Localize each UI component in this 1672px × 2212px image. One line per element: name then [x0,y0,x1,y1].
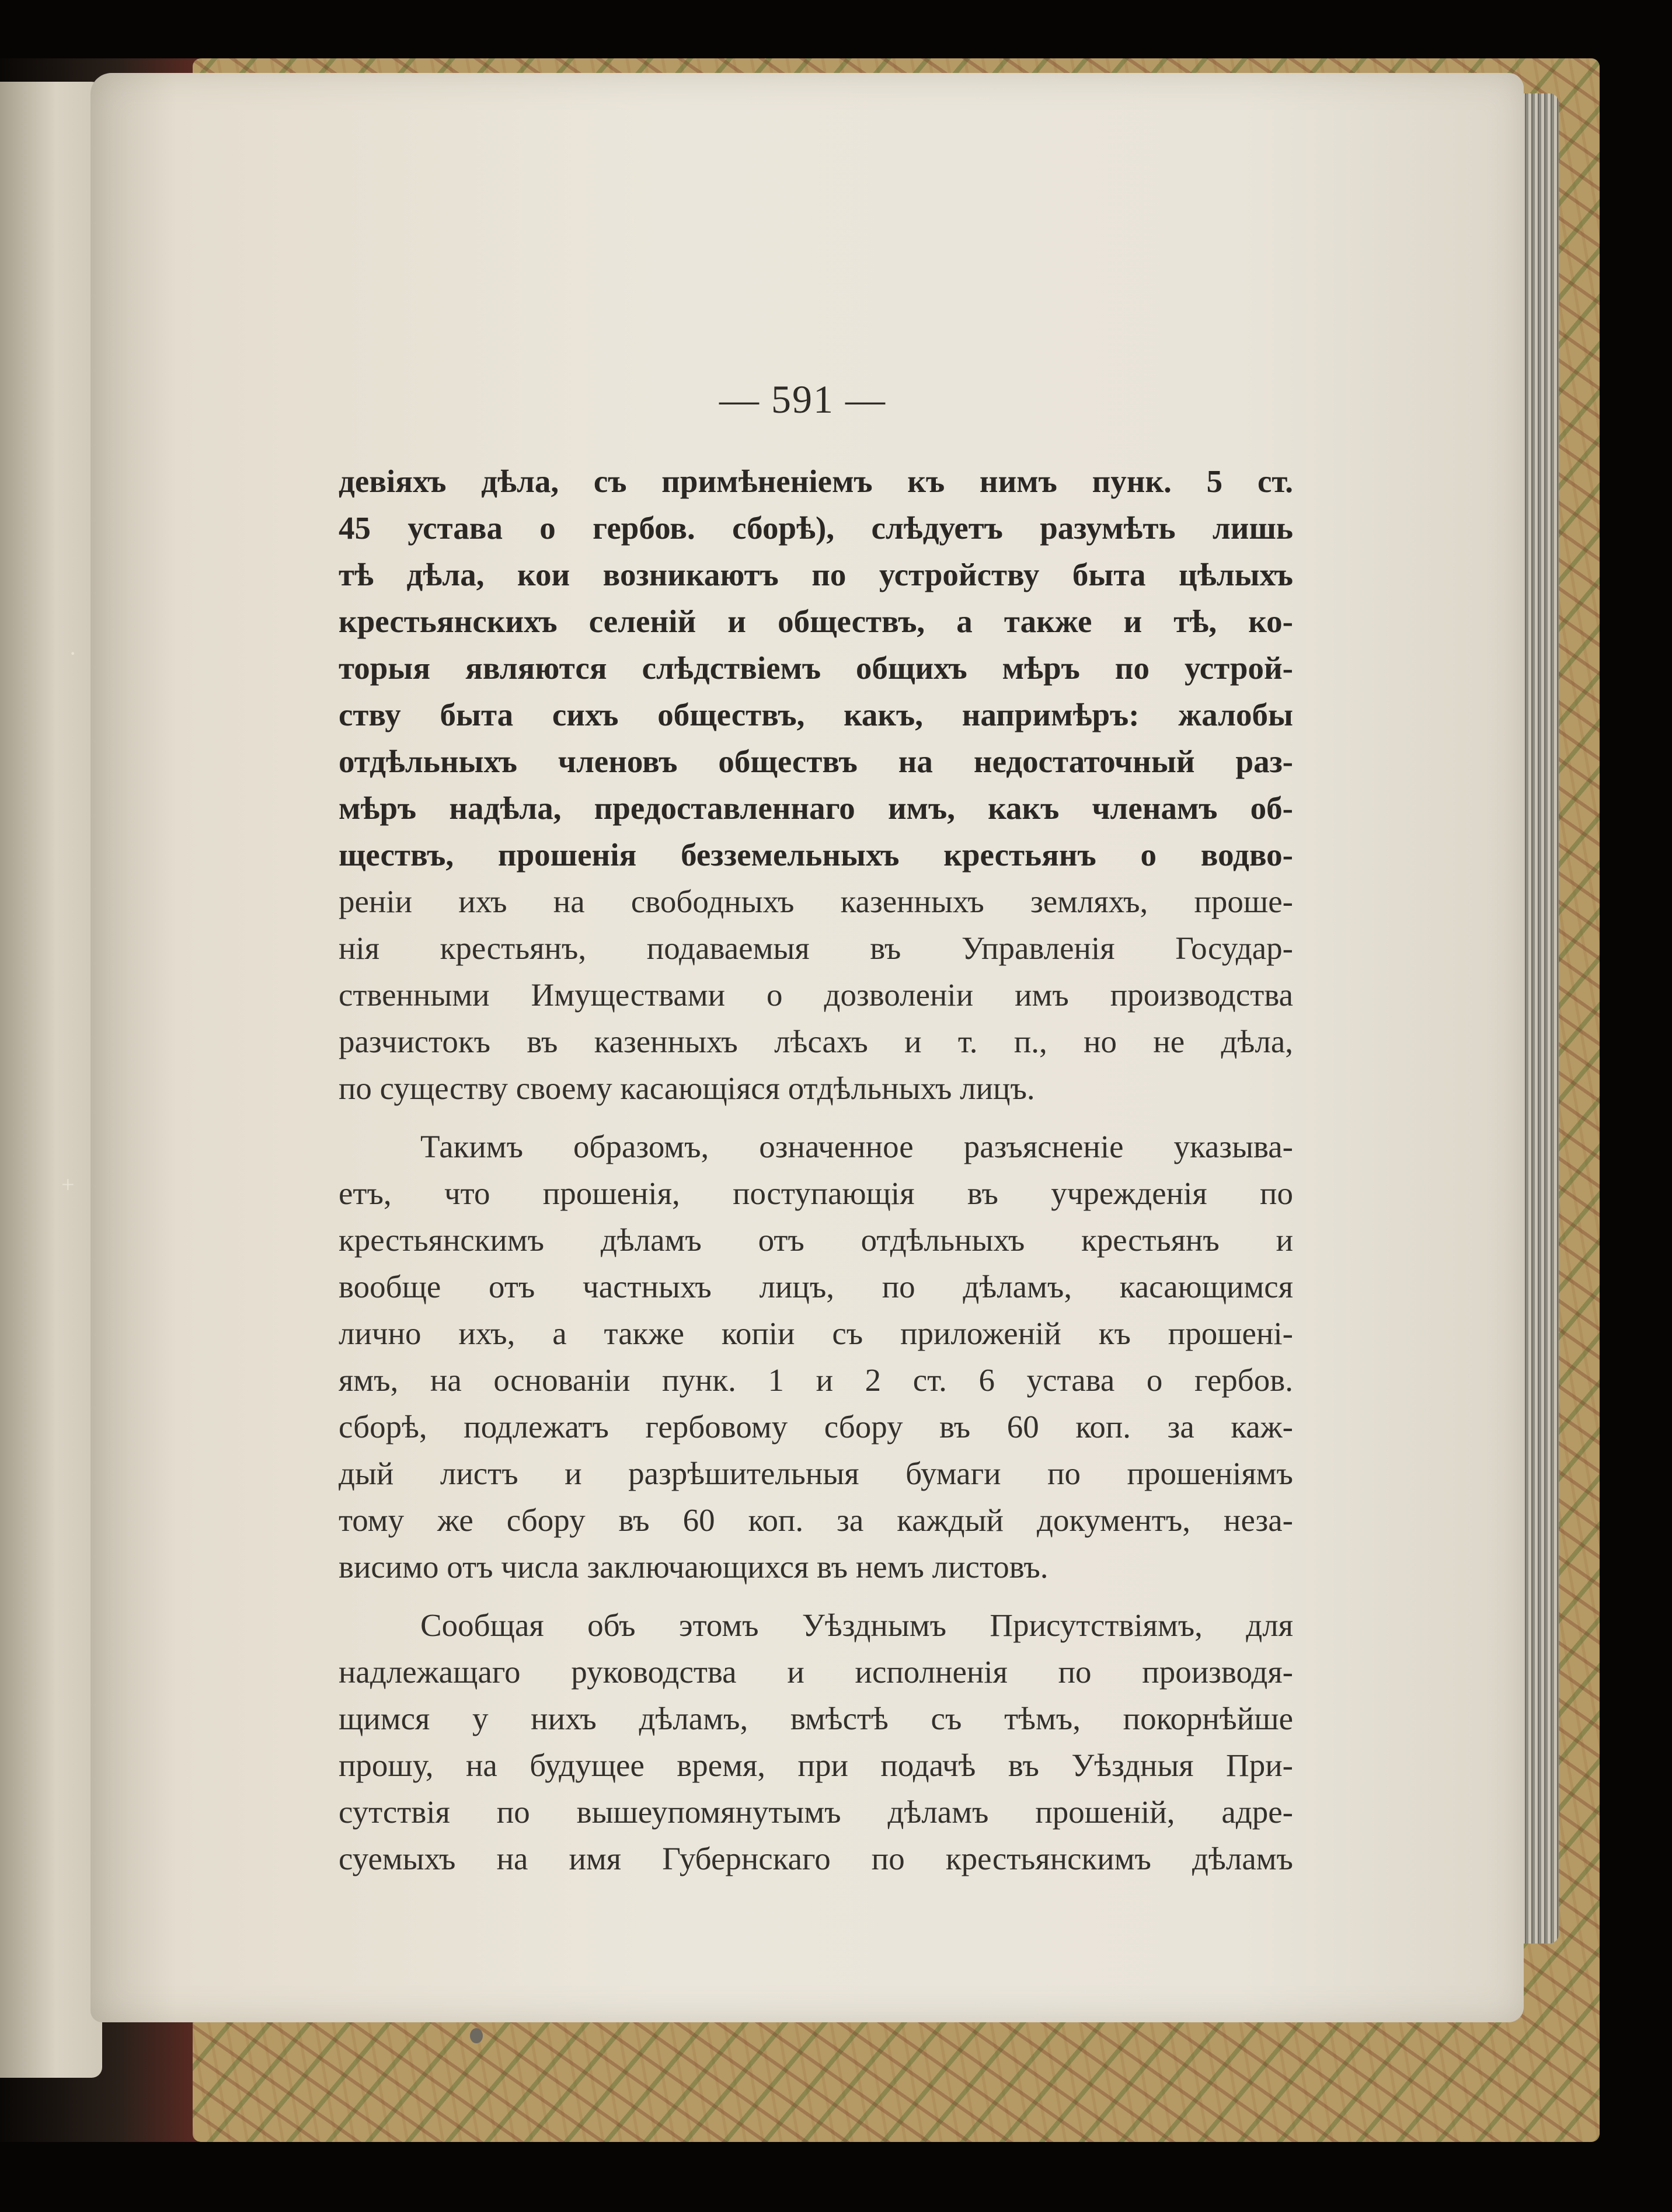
text-line: ямъ, на основаніи пунк. 1 и 2 ст. 6 устава о гербов. [339,1362,1293,1398]
text-line: торыя являются слѣдствіемъ общихъ мѣръ по устрой- [339,650,1293,686]
text-line: реніи ихъ на свободныхъ казенныхъ земляхъ, проше- [339,884,1293,919]
text-line: надлежащаго руководства и исполненія по производя- [339,1654,1293,1690]
text-line: 45 устава о гербов. сборѣ), слѣдуетъ разумѣть лишь [339,510,1293,546]
binding-mark: + [61,1171,75,1198]
text-line: прошу, на будущее время, при подачѣ въ Уѣздныя При- [339,1747,1293,1783]
text-line: сутствія по вышеупомянутымъ дѣламъ прошеній, адре- [339,1794,1293,1830]
text-line: ществъ, прошенія безземельныхъ крестьянъ о водво- [339,837,1293,873]
paragraph-gap [339,1112,1293,1124]
text-line: висимо отъ числа заключающихся въ немъ листовъ. [339,1549,1049,1585]
text-line: сборѣ, подлежатъ гербовому сбору въ 60 коп. за каж- [339,1409,1293,1445]
text-line: суемыхъ на имя Губернскаго по крестьянскимъ дѣламъ [339,1841,1293,1876]
binding-mark: · [69,640,77,667]
text-line: крестьянскимъ дѣламъ отъ отдѣльныхъ крестьянъ и [339,1222,1293,1258]
text-line: тому же сбору въ 60 коп. за каждый документъ, неза- [339,1502,1293,1538]
text-line: крестьянскихъ селеній и обществъ, а также и тѣ, ко- [339,603,1293,639]
text-line: нія крестьянъ, подаваемыя въ Управленія Государ- [339,930,1293,966]
text-line: Такимъ образомъ, означенное разъясненіе указыва- [420,1129,1293,1164]
text-line: дый листъ и разрѣшительныя бумаги по прошеніямъ [339,1456,1293,1491]
text-line: щимся у нихъ дѣламъ, вмѣстѣ съ тѣмъ, покорнѣйше [339,1701,1293,1736]
left-page-edge [0,82,102,2078]
text-line: ственными Имуществами о дозволеніи имъ производства [339,977,1293,1013]
text-line: Сообщая объ этомъ Уѣзднымъ Присутствіямъ, для [420,1607,1293,1643]
ink-spot [470,2028,483,2043]
text-line: разчистокъ въ казенныхъ лѣсахъ и т. п., но не дѣла, [339,1024,1293,1059]
paragraph-gap [339,1590,1293,1602]
text-line: тѣ дѣла, кои возникаютъ по устройству быта цѣлыхъ [339,557,1293,592]
text-line: ству быта сихъ обществъ, какъ, напримѣръ: жалобы [339,697,1293,732]
text-line: лично ихъ, а также копіи съ приложеній къ прошені- [339,1316,1293,1351]
text-line: вообще отъ частныхъ лицъ, по дѣламъ, касающимся [339,1269,1293,1304]
body-text [339,458,1293,1882]
text-line: мѣръ надѣла, предоставленнаго имъ, какъ членамъ об- [339,790,1293,826]
text-line: отдѣльныхъ членовъ обществъ на недостаточный раз- [339,744,1293,779]
text-line: девіяхъ дѣла, съ примѣненіемъ къ нимъ пунк. 5 ст. [339,463,1293,499]
text-line: етъ, что прошенія, поступающія въ учрежденія по [339,1175,1293,1211]
page-number: — 591 — [719,377,886,421]
book-page [90,73,1524,2022]
text-line: по существу своему касающіяся отдѣльныхъ лицъ. [339,1070,1035,1106]
